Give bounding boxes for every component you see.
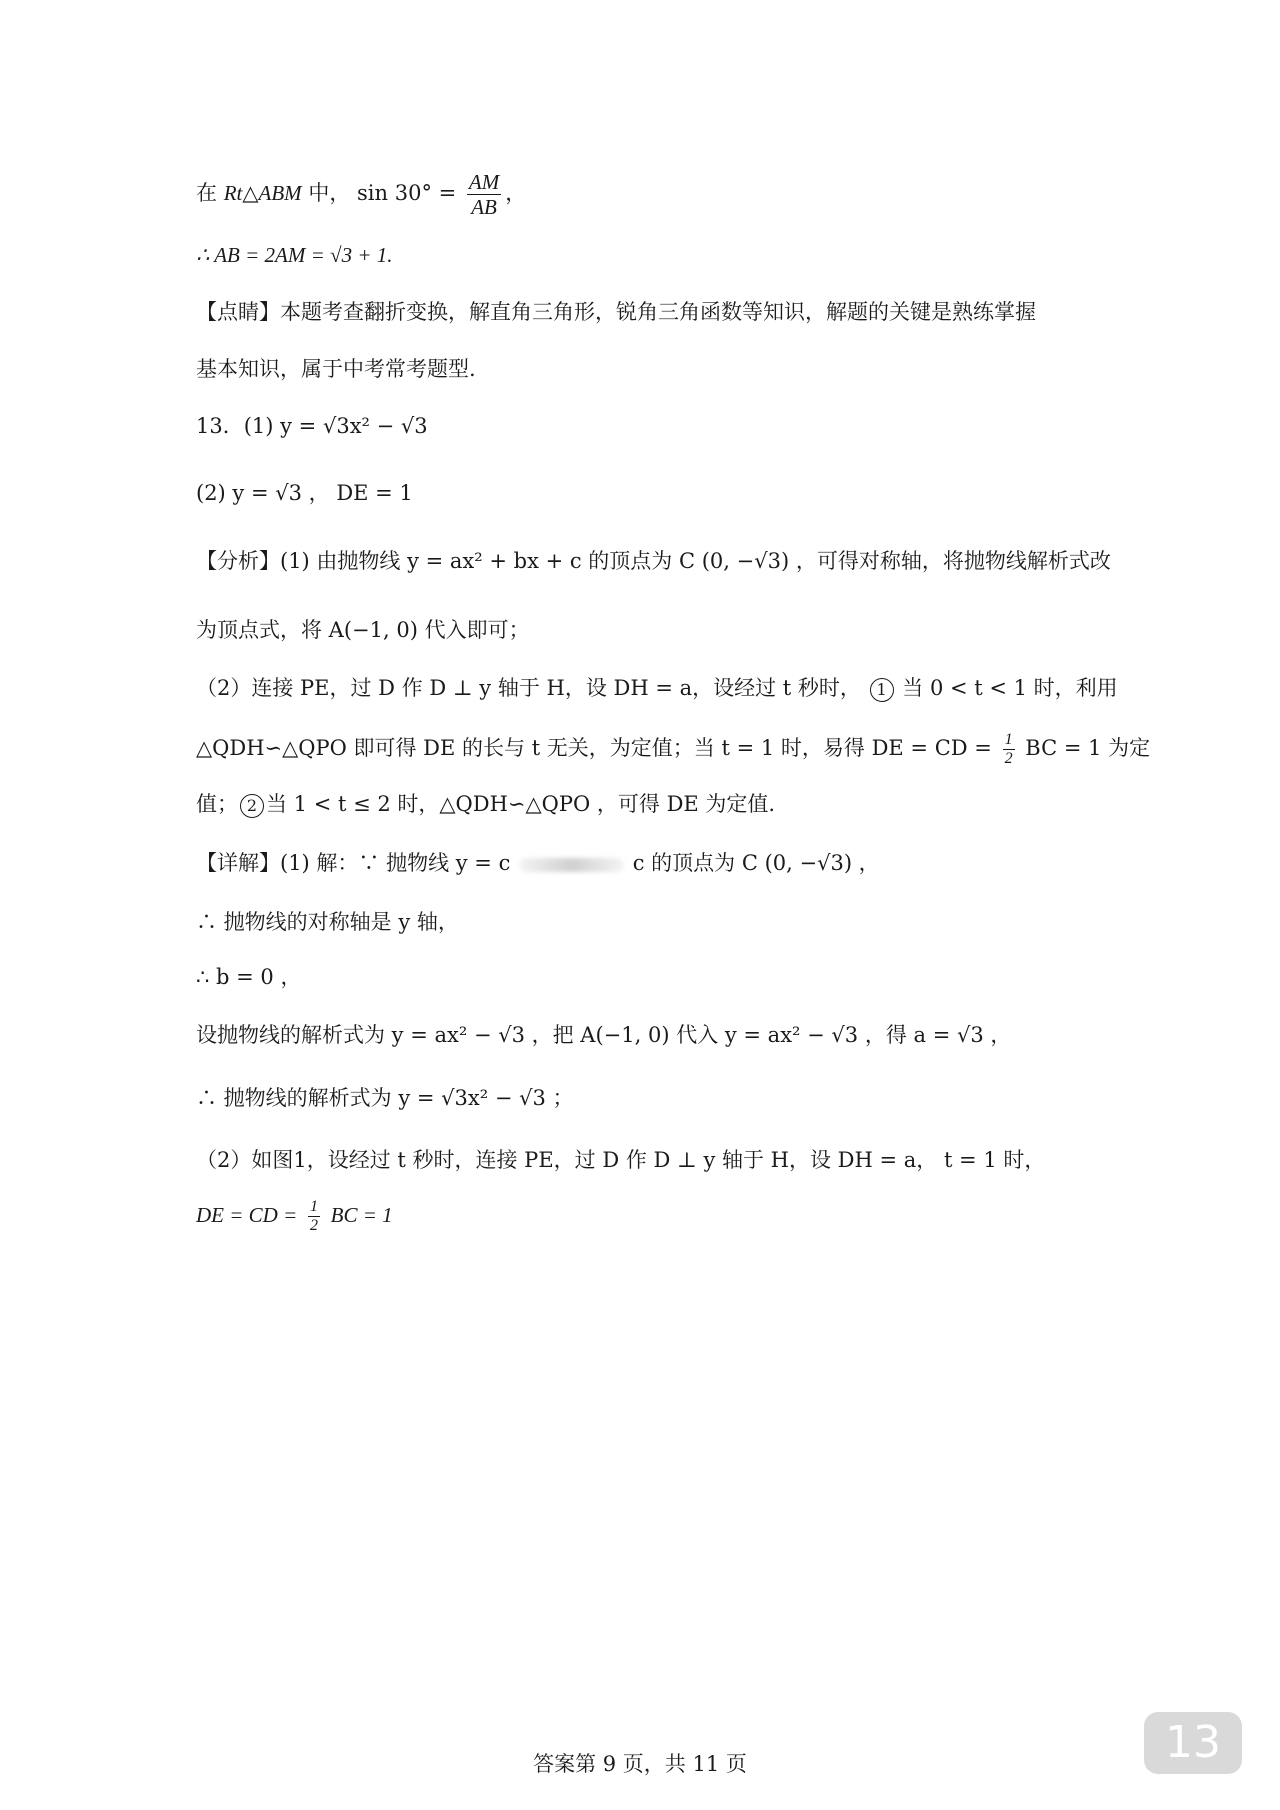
fraction-numerator: 1 (1004, 731, 1013, 748)
fraction (467, 170, 501, 219)
text-line-12 (196, 848, 880, 878)
math-sin: sin 30° = (357, 181, 457, 205)
text-line-13: ∴ 抛物线的对称轴是 y 轴， (196, 910, 459, 934)
circled-number: 2 (240, 794, 264, 818)
text-line-3: 【点睛】本题考查翻折变换，解直角三角形，锐角三角函数等知识，解题的关键是熟练掌握 (196, 300, 1036, 324)
math-triangle: Rt△ABM (223, 181, 302, 205)
text: 在 (196, 181, 217, 205)
text-line-18 (196, 1198, 393, 1235)
text: BC = 1 (330, 1203, 393, 1227)
fraction-numerator: 1 (309, 1198, 318, 1215)
text-line-6: (2) y = √3 ， DE = 1 (196, 481, 413, 505)
page-number-badge: 13 (1144, 1712, 1242, 1774)
text: DE = CD = (196, 1203, 298, 1227)
text-line-7: 【分析】(1) 由抛物线 y = ax² + bx + c 的顶点为 C (0, −√3) ，可得对称轴，将抛物线解析式改 (196, 549, 1111, 573)
text: ， (505, 181, 527, 205)
text-line-2: ∴ AB = 2AM = √3 + 1. (196, 243, 393, 267)
text: 值； (196, 792, 238, 816)
text-line-14: ∴ b = 0 ， (196, 965, 302, 989)
text-line-5: 13．(1) y = √3x² − √3 (196, 414, 428, 438)
fraction-denominator: 2 (1004, 750, 1013, 767)
text: 中， (301, 181, 351, 205)
fraction-denominator: 2 (309, 1217, 318, 1234)
text: △QDH∽△QPO 即可得 DE 的长与 t 无关，为定值；当 t = 1 时，易得 DE = CD = (196, 736, 992, 760)
fraction (308, 1198, 320, 1235)
text-line-9 (196, 673, 1118, 703)
text-line-10 (196, 731, 1150, 768)
circled-number: 1 (870, 678, 894, 702)
text: 当 1 < t ≤ 2 时，△QDH∽△QPO ，可得 DE 为定值. (266, 792, 776, 816)
text: c 的顶点为 C (0, −√3) ， (632, 851, 880, 875)
text-line-16: ∴ 抛物线的解析式为 y = √3x² − √3 ； (196, 1086, 574, 1110)
text-line-15: 设抛物线的解析式为 y = ax² − √3 ，把 A(−1, 0) 代入 y = ax² − √3 ，得 a = √3 ， (196, 1023, 1012, 1047)
fraction-denominator: AB (471, 195, 497, 219)
text: 当 0 < t < 1 时，利用 (902, 676, 1118, 700)
text: （2）连接 PE，过 D 作 D ⊥ y 轴于 H，设 DH = a，设经过 t 秒时， (196, 676, 861, 700)
text-line-4: 基本知识，属于中考常考题型. (196, 357, 476, 381)
page-footer: 答案第 9 页，共 11 页 (533, 1752, 747, 1776)
blurred-region (519, 858, 624, 872)
fraction (1003, 731, 1015, 768)
text: BC = 1 为定 (1025, 736, 1151, 760)
text-line-11 (196, 789, 775, 819)
fraction-numerator: AM (468, 170, 500, 194)
text-line-8: 为顶点式，将 A(−1, 0) 代入即可； (196, 618, 530, 642)
text-line-1 (196, 170, 526, 219)
text-line-17: （2）如图1，设经过 t 秒时，连接 PE，过 D 作 D ⊥ y 轴于 H，设 DH = a， t = 1 时， (196, 1148, 1046, 1172)
text: 【详解】(1) 解：∵ 抛物线 y = c (196, 851, 511, 875)
